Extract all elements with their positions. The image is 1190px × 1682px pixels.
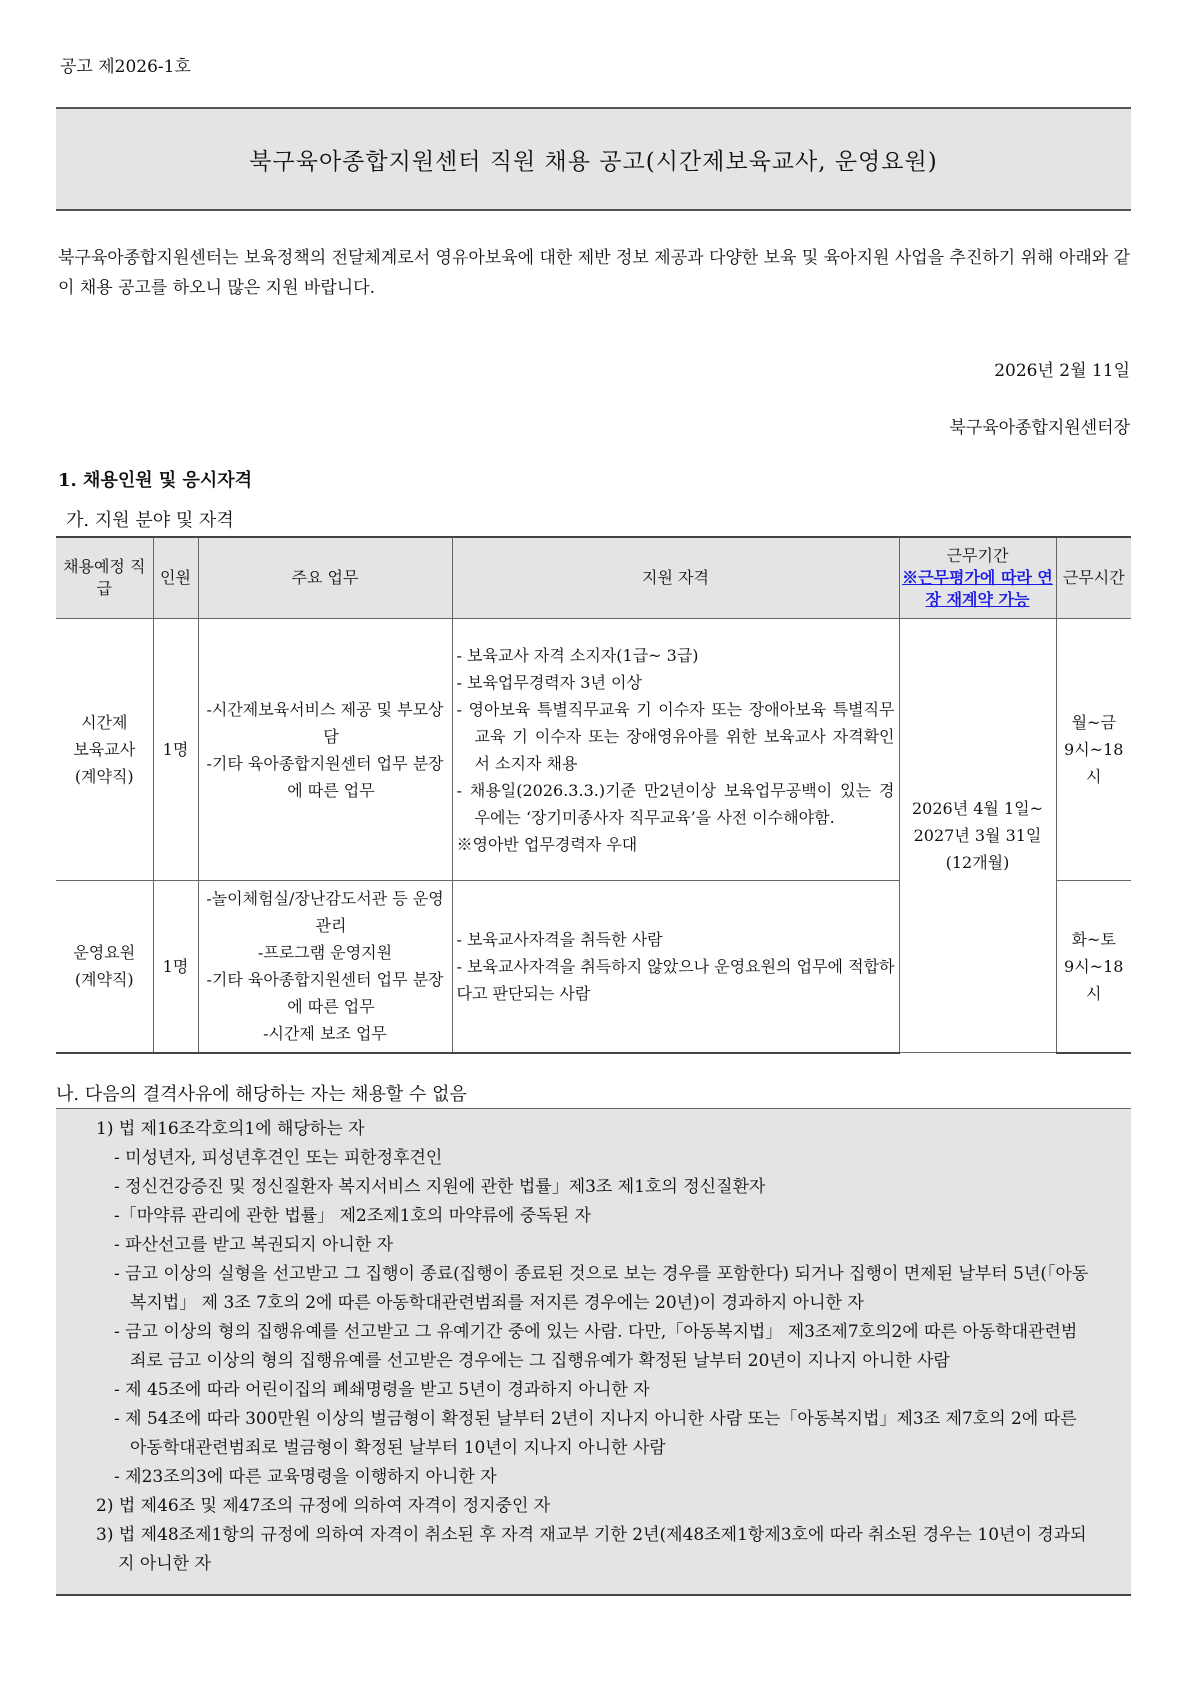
disqualification-subitem: - 미성년자, 피성년후견인 또는 피한정후견인 — [114, 1148, 443, 1168]
disqualification-subitem: - 제23조의3에 따른 교육명령을 이행하지 아니한 자 — [114, 1467, 497, 1487]
announcement-title: 북구육아종합지원센터 직원 채용 공고(시간제보육교사, 운영요원) — [249, 148, 938, 175]
hours-time: 9시~18시 — [1064, 956, 1124, 1003]
disqualification-subitem: - 파산선고를 받고 복권되지 아니한 자 — [114, 1235, 394, 1255]
cell-duties — [198, 881, 452, 1053]
hours-time: 9시~18시 — [1064, 740, 1124, 786]
header-position: 채용예정 직급 — [56, 537, 153, 619]
table-header-row — [56, 537, 1131, 619]
cell-qualifications — [452, 881, 899, 1053]
duty-item: -시간제보육서비스 제공 및 부모상담 — [206, 699, 444, 746]
announcement-date: 2026년 2월 11일 — [994, 361, 1130, 381]
header-period-note: ※근무평가에 따라 연장 재계약 가능 — [902, 568, 1053, 609]
position-line: (계약직) — [74, 767, 134, 786]
period-line: 2026년 4월 1일~ — [911, 799, 1044, 818]
cell-position — [56, 881, 153, 1053]
position-line: 운영요원 — [73, 943, 136, 963]
qualification-item: - 보육교사자격을 취득하지 않았으나 운영요원의 업무에 적합하다고 판단되는 사람 — [456, 956, 895, 1003]
hours-days: 화~토 — [1071, 929, 1116, 949]
intro-paragraph: 북구육아종합지원센터는 보육정책의 전달체계로서 영유아보육에 대한 제반 정보 제공과 다양한 보육 및 육아지원 사업을 추진하기 위해 아래와 같이 채용 공고를 하오니 많은 지원 바랍니다. — [58, 248, 1130, 298]
qualification-item: - 보육업무경력자 3년 이상 — [456, 672, 642, 692]
subsection-na-heading: 나. 다음의 결격사유에 해당하는 자는 채용할 수 없음 — [56, 1084, 467, 1105]
cell-count: 1명 — [153, 619, 198, 881]
disqualification-subitem: - 금고 이상의 형의 집행유예를 선고받고 그 유예기간 중에 있는 사람. 다만,「아동복지법」 제3조제7호의2에 따른 아동학대관련범죄로 금고 이상의 형의 집행유예를 선고받은 경우에는 그 집행유예가 확정된 날부터 20년이 지나지 아니한 사람 — [114, 1322, 1078, 1371]
disqualification-subitem: - 정신건강증진 및 정신질환자 복지서비스 지원에 관한 법률」제3조 제1호의 정신질환자 — [114, 1177, 766, 1197]
section-1-heading: 1. 채용인원 및 응시자격 — [58, 470, 253, 491]
period-line: (12개월) — [945, 853, 1010, 872]
header-period-label: 근무기간 — [946, 546, 1009, 565]
duty-item: -기타 육아종합지원센터 업무 분장에 따른 업무 — [206, 753, 444, 800]
period-line: 2027년 3월 31일 — [913, 826, 1042, 845]
disqualification-item: 2) 법 제46조 및 제47조의 규정에 의하여 자격이 정지중인 자 — [96, 1496, 551, 1516]
subsection-ga-heading: 가. 지원 분야 및 자격 — [66, 510, 234, 531]
disqualification-subitem: - 제 45조에 따라 어린이집의 폐쇄명령을 받고 5년이 경과하지 아니한 자 — [114, 1380, 650, 1400]
disqualification-subitem: - 제 54조에 따라 300만원 이상의 벌금형이 확정된 날부터 2년이 지나지 아니한 사람 또는「아동복지법」제3조 제7호의 2에 따른 아동학대관련범죄로 벌금형이 확정된 날부터 10년이 지나지 아니한 사람 — [114, 1409, 1077, 1458]
cell-hours — [1056, 881, 1131, 1053]
qualification-item: - 보육교사 자격 소지자(1급~ 3급) — [456, 645, 699, 665]
position-line: 보육교사 — [73, 740, 136, 759]
duty-item: -기타 육아종합지원센터 업무 분장에 따른 업무 — [206, 970, 444, 1017]
disqualification-subitem: -「마약류 관리에 관한 법률」 제2조제1호의 마약류에 중독된 자 — [114, 1206, 591, 1226]
qualification-item: - 보육교사자격을 취득한 사람 — [456, 929, 663, 949]
qualification-item: - 영아보육 특별직무교육 기 이수자 또는 장애아보육 특별직무교육 기 이수자 또는 장애영유아를 위한 보육교사 자격확인서 소지자 채용 — [456, 699, 895, 773]
header-duties: 주요 업무 — [198, 537, 452, 619]
position-line: (계약직) — [74, 970, 134, 990]
qualification-item: - 채용일(2026.3.3.)기준 만2년이상 보육업무공백이 있는 경우에는 ‘장기미종사자 직무교육’을 사전 이수해야함. — [456, 780, 895, 827]
position-line: 시간제 — [81, 713, 128, 732]
header-qualifications: 지원 자격 — [452, 537, 899, 619]
duty-item: -프로그램 운영지원 — [257, 943, 393, 963]
cell-qualifications — [452, 619, 899, 881]
cell-duties — [198, 619, 452, 881]
disqualification-item: 1) 법 제16조각호의1에 해당하는 자 — [96, 1119, 365, 1139]
notice-number: 공고 제2026-1호 — [60, 57, 191, 77]
cell-position — [56, 619, 153, 881]
duty-item: -시간제 보조 업무 — [263, 1024, 387, 1044]
recruitment-table — [56, 536, 1131, 1054]
cell-count: 1명 — [153, 881, 198, 1053]
disqualification-subitem: - 금고 이상의 실형을 선고받고 그 집행이 종료(집행이 종료된 것으로 보는 경우를 포함한다) 되거나 집행이 면제된 날부터 5년(「아동복지법」 제 3조 7호의 2에 따른 아동학대관련범죄를 저지른 경우에는 20년)이 경과하지 아니한 자 — [114, 1264, 1089, 1313]
disqualification-box — [56, 1108, 1131, 1596]
header-hours: 근무시간 — [1056, 537, 1131, 619]
cell-period — [899, 619, 1056, 1053]
table-row — [56, 619, 1131, 881]
qualification-note: ※영아반 업무경력자 우대 — [456, 834, 638, 854]
hours-days: 월~금 — [1071, 713, 1116, 732]
header-period — [899, 537, 1056, 619]
disqualification-item: 3) 법 제48조제1항의 규정에 의하여 자격이 취소된 후 자격 재교부 기한 2년(제48조제1항제3호에 따라 취소된 경우는 10년이 경과되지 아니한 자 — [96, 1525, 1087, 1574]
duty-item: -놀이체험실/장난감도서관 등 운영관리 — [206, 889, 444, 936]
issuer-name: 북구육아종합지원센터장 — [949, 418, 1130, 438]
announcement-title-box — [56, 107, 1131, 211]
header-count: 인원 — [153, 537, 198, 619]
cell-hours — [1056, 619, 1131, 881]
